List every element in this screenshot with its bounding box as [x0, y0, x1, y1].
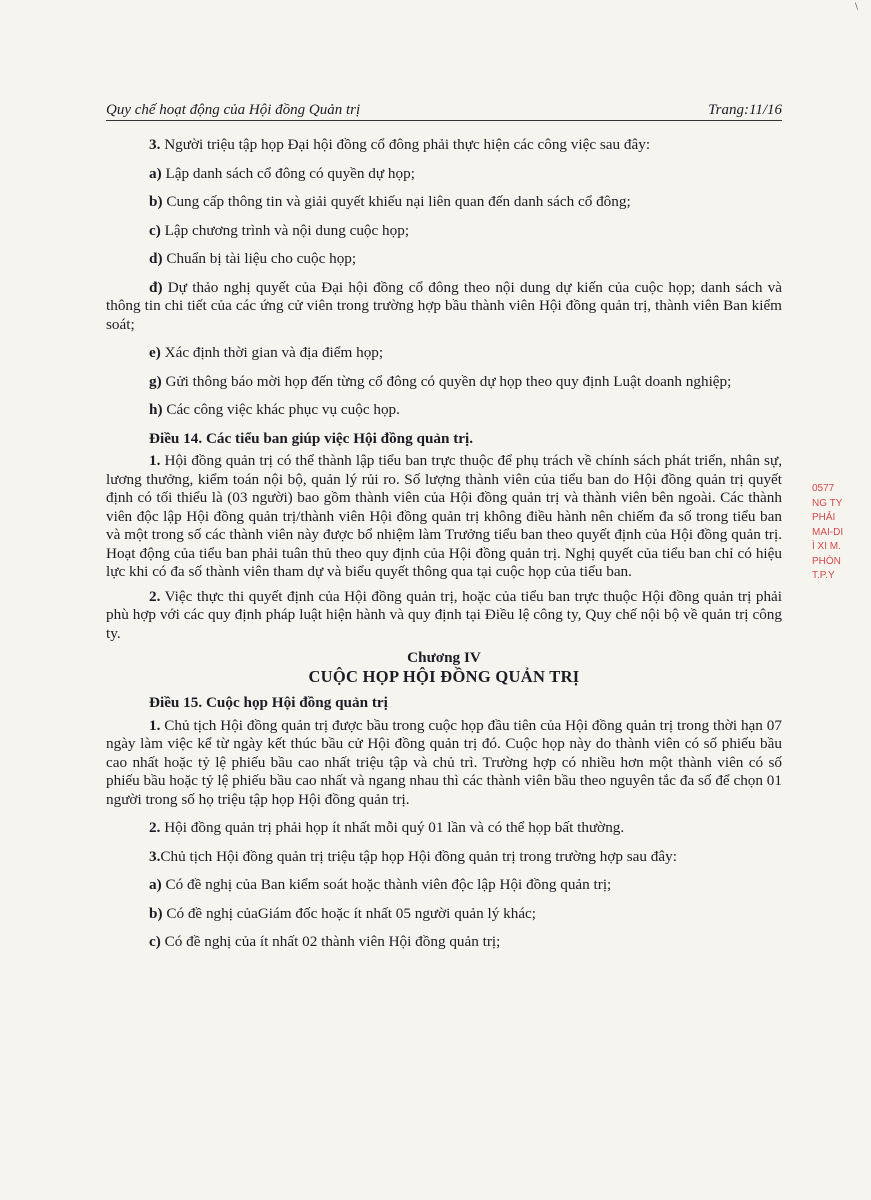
list-item: a) Có đề nghị của Ban kiểm soát hoặc thành viên độc lập Hội đồng quản trị;	[149, 876, 612, 893]
list-item: đ) Dự thảo nghị quyết của Đại hội đồng cổ đông theo nội dung dự kiến của cuộc họp; danh sách và thông tin chi tiết của các ứng cử viên trong trường hợp bầu thành viên Hội đồng quản trị, thành viên Ban kiểm soát;	[106, 278, 782, 333]
article-15-paragraph-2: 2. Hội đồng quản trị phải họp ít nhất mỗi quý 01 lần và có thể họp bất thường.	[149, 819, 625, 836]
paragraph: 3. Người triệu tập họp Đại hội đồng cổ đông phải thực hiện các công việc sau đây:	[149, 136, 651, 153]
corner-mark: \	[855, 2, 859, 12]
list-item: c) Có đề nghị của ít nhất 02 thành viên Hội đồng quản trị;	[149, 933, 501, 950]
list-item: g) Gửi thông báo mời họp đến từng cổ đông có quyền dự họp theo quy định Luật doanh nghiệp;	[149, 372, 732, 390]
page-header	[106, 100, 782, 121]
header-title: Quy chế hoạt động của Hội đồng Quản trị	[106, 102, 361, 118]
list-item: a) Lập danh sách cổ đông có quyền dự họp;	[149, 164, 415, 182]
article-15-paragraph-1: 1. Chủ tịch Hội đồng quản trị được bầu trong cuộc họp đầu tiên của Hội đồng quản trị trong thời hạn 07 ngày làm việc kể từ ngày kết thúc bầu cử Hội đồng quản trị đó. Cuộc họp này do thành viên có số phiếu bầu cao nhất hoặc tỷ lệ phiếu bầu cao nhất triệu tập và chủ trì. Trường hợp có nhiều hơn một thành viên có số phiếu bầu hoặc tỷ lệ phiếu bầu cao nhất và ngang nhau thì các thành viên bầu theo nguyên tắc đa số để chọn 01 người trong số họ triệu tập họp Hội đồng quản trị.	[106, 716, 782, 808]
article-14-paragraph-2: 2. Việc thực thi quyết định của Hội đồng quản trị, hoặc của tiểu ban trực thuộc Hội đồng quản trị phải phù hợp với các quy định pháp luật hiện hành và quy định tại Điều lệ công ty, Quy chế nội bộ về quản trị công ty.	[106, 587, 782, 642]
list-item: h) Các công việc khác phục vụ cuộc họp.	[149, 401, 400, 418]
document-body	[106, 136, 782, 962]
article-15-heading: Điều 15. Cuộc họp Hội đồng quản trị	[149, 694, 388, 711]
page-number: Trang:11/16	[708, 102, 782, 118]
list-item: c) Lập chương trình và nội dung cuộc họp;	[149, 221, 410, 239]
chapter-label: Chương IV	[407, 649, 481, 666]
article-14-heading: Điều 14. Các tiểu ban giúp việc Hội đồng quản trị.	[149, 429, 474, 447]
article-14-paragraph-1: 1. Hội đồng quản trị có thể thành lập tiểu ban trực thuộc để phụ trách về chính sách phát triển, nhân sự, lương thưởng, kiểm toán nội bộ, quản lý rủi ro. Số lượng thành viên của tiểu ban do Hội đồng quản trị quyết định có tối thiểu là (03 người) bao gồm thành viên của Hội đồng quản trị và thành viên bên ngoài. Các thành viên độc lập Hội đồng quản trị/thành viên Hội đồng quản trị không điều hành nên chiếm đa số trong tiểu ban và một trong số các thành viên này được bổ nhiệm làm Trưởng tiểu ban theo quyết định của Hội đồng quản trị. Hoạt động của tiểu ban phải tuân thủ theo quy định của Hội đồng quản trị. Nghị quyết của tiểu ban chỉ có hiệu lực khi có đa số thành viên tham dự và biểu quyết thông qua tại cuộc họp của tiểu ban.	[106, 452, 782, 580]
article-15-paragraph-3: 3.Chủ tịch Hội đồng quản trị triệu tập họp Hội đồng quản trị trong trường hợp sau đây:	[149, 847, 677, 865]
red-seal-stamp: 0577 NG TY PHẢI MAI-DI Ì XI M. PHÒN T.P.Y	[812, 483, 844, 581]
chapter-title: CUỘC HỌP HỘI ĐỒNG QUẢN TRỊ	[308, 666, 580, 686]
list-item: b) Cung cấp thông tin và giải quyết khiếu nại liên quan đến danh sách cổ đông;	[149, 193, 631, 210]
list-item: b) Có đề nghị củaGiám đốc hoặc ít nhất 05 người quản lý khác;	[149, 904, 537, 922]
list-item: d) Chuẩn bị tài liệu cho cuộc họp;	[149, 250, 357, 267]
list-item: e) Xác định thời gian và địa điểm họp;	[149, 344, 384, 361]
